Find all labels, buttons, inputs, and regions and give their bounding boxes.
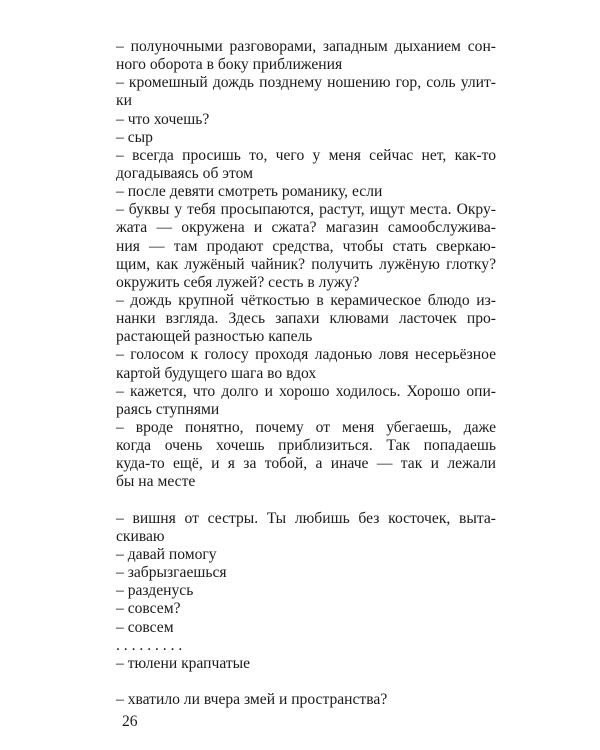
text-line: – давай помогу bbox=[116, 545, 217, 563]
text-line: – хватило ли вчера змей и пространства? bbox=[116, 691, 388, 709]
text-line: жата — окружена и сжата? магазин самообслужива- bbox=[116, 219, 496, 237]
text-line: окружить себя лужей? сесть в лужу? bbox=[116, 273, 360, 291]
text-line: картой будущего шага во вдох bbox=[116, 364, 317, 382]
text-line: куда-то ещё, и я за тобой, а иначе — так и лежали bbox=[116, 455, 496, 473]
text-line: ки bbox=[116, 92, 132, 110]
text-line: – совсем? bbox=[116, 600, 181, 618]
stanza-break bbox=[116, 492, 496, 510]
page-text bbox=[116, 38, 496, 709]
text-line: нанки взгляда. Здесь запахи клювами ласточек про- bbox=[116, 310, 496, 328]
page-number: 26 bbox=[122, 713, 138, 730]
text-line: ния — там продают средства, чтобы стать сверкаю- bbox=[116, 237, 496, 255]
text-line: бы на месте bbox=[116, 473, 196, 491]
text-line: ного оборота в боку приближения bbox=[116, 56, 343, 74]
text-line: – разденусь bbox=[116, 582, 194, 600]
text-line: скиваю bbox=[116, 527, 165, 545]
text-line: – всегда просишь то, чего у меня сейчас нет, как-то bbox=[116, 146, 496, 164]
text-line: – кромешный дождь позднему ношению гор, соль улит- bbox=[116, 74, 496, 92]
stanza-break bbox=[116, 673, 496, 691]
text-line: – сыр bbox=[116, 128, 153, 146]
text-line: – буквы у тебя просыпаются, растут, ищут места. Окру- bbox=[116, 201, 496, 219]
text-line: – забрызгаешься bbox=[116, 564, 227, 582]
text-line: – совсем bbox=[116, 618, 174, 636]
text-line: растающей разностью капель bbox=[116, 328, 313, 346]
text-line: щим, как лужёный чайник? получить лужёную глотку? bbox=[116, 255, 496, 273]
text-line: – что хочешь? bbox=[116, 110, 210, 128]
text-line: – после девяти смотреть романику, если bbox=[116, 183, 383, 201]
text-line: – полуночными разговорами, западным дыханием сон- bbox=[116, 38, 496, 55]
text-line: – тюлени крапчатые bbox=[116, 654, 251, 672]
text-line: раясь ступнями bbox=[116, 400, 220, 418]
text-line: – голосом к голосу проходя ладонью ловя несерьёзное bbox=[116, 346, 496, 364]
ellipsis-line: . . . . . . . . . bbox=[116, 636, 183, 654]
text-line: когда очень хочешь приблизиться. Так попадаешь bbox=[116, 437, 496, 455]
text-line: – дождь крупной чёткостью в керамическое блюдо из- bbox=[116, 291, 496, 309]
text-line: – вроде понятно, почему от меня убегаешь, даже bbox=[116, 418, 496, 436]
text-line: догадываясь об этом bbox=[116, 164, 253, 182]
text-line: – кажется, что долго и хорошо ходилось. Хорошо опи- bbox=[116, 382, 496, 400]
text-line: – вишня от сестры. Ты любишь без косточек, выта- bbox=[116, 509, 496, 527]
